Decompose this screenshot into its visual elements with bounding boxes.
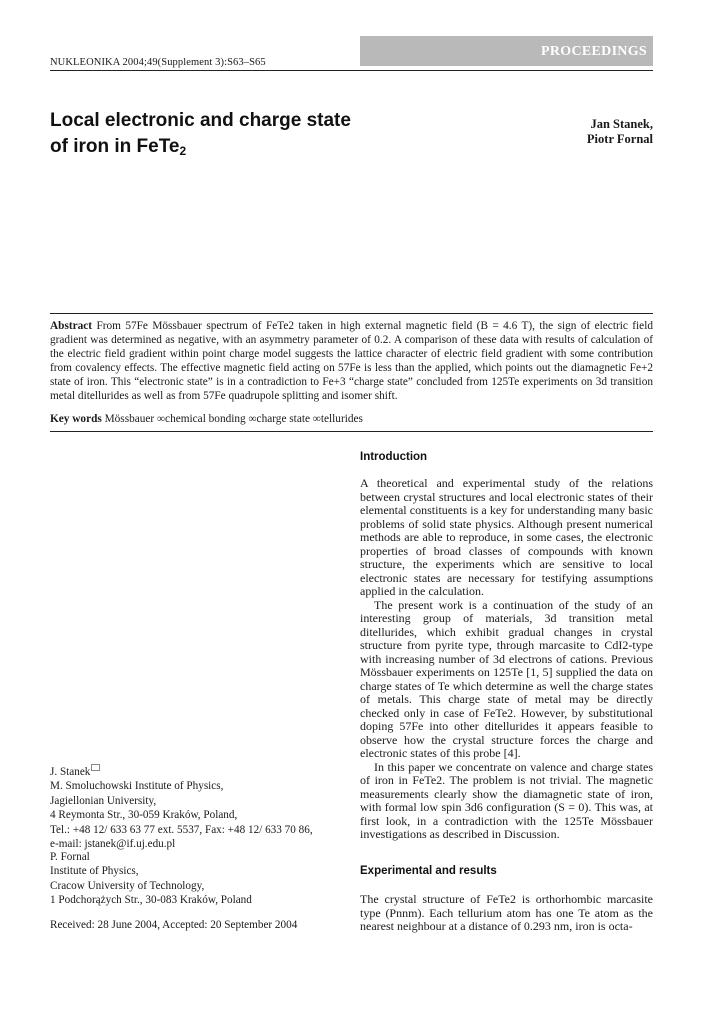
- abstract: [50, 319, 653, 404]
- author-list: [587, 117, 653, 147]
- author-2: Piotr Fornal: [586, 132, 653, 146]
- experimental-body: [360, 893, 653, 934]
- experimental-heading: Experimental and results: [360, 865, 497, 877]
- abstract-text: From 57Fe Mössbauer spectrum of FeTe2 taken in high external magnetic field (B = 4.6 T), the sign of electric field gradient was determined as negative, with an asymmetry parameter of 0.2. A comparison of these data with results of calculation of the electric field gradient within point charge model suggests the lattice character of electric field gradient with some contribution from covalency effects. The effective magnetic field acting on 57Fe is less than the applied, which points out the diamagnetic Fe+2 state of iron. This “electronic state” is in a contradiction to Fe+3 “charge state” concluded from 125Te experiments on 3d transition metal ditellurides as well as from 57Fe quadrupole splitting and isomer shift.: [50, 320, 653, 403]
- experimental-paragraph-1: The crystal structure of FeTe2 is orthorhombic marcasite type (Pnnm). Each tellurium atom has one Te atom as the nearest neighbour at a distance of 0.293 nm, iron is octa-: [360, 892, 653, 933]
- affiliation-1-email[interactable]: e-mail: jstanek@if.uj.edu.pl: [50, 838, 176, 851]
- affiliation-author-1: [50, 764, 313, 851]
- affiliation-1-name: J. Stanek: [50, 766, 91, 778]
- introduction-heading: Introduction: [360, 451, 428, 463]
- affiliation-2-address: 1 Podchorążych Str., 30-083 Kraków, Poland: [50, 894, 252, 907]
- affiliation-2-university: Cracow University of Technology,: [50, 879, 205, 892]
- introduction-paragraph-1: A theoretical and experimental study of the relations between crystal structures and local electronic states of their elemental constituents is a key for understanding many basic problems of solid state physics. Although present numerical methods are able to reproduce, in some cases, the electronic properties of broad classes of compounds with known structure, the experiments which are sensitive to local electronic states are necessary for testifying assumptions applied in the calculation.: [360, 476, 653, 598]
- keywords: [50, 413, 653, 425]
- section-badge-label: PROCEEDINGS: [541, 44, 647, 59]
- abstract-label: Abstract: [50, 320, 93, 332]
- author-1: Jan Stanek,: [590, 117, 653, 131]
- title-line-1: Local electronic and charge state: [50, 110, 351, 131]
- introduction-paragraph-2: The present work is a continuation of the study of an interesting group of materials, 3d transition metal ditellurides, which exhibit gradual changes in crystal structure from pyrite type, through marcasite to CdI2-type with increasing number of 3d electrons of cations. Previous Mössbauer experiments on 125Te [1, 5] supplied the data on charge states of Te which determine as well the charge states of metals. This charge state of metal may be directly checked only in case of FeTe2. However, by substitutional doping 57Fe into other ditellurides it appears feasible to observe how the crystal structure forces the charge and electronic states of this probe [4].: [360, 597, 653, 760]
- affiliation-2-institute: Institute of Physics,: [50, 865, 139, 878]
- keywords-list: Mössbauer ∞chemical bonding ∞charge state ∞tellurides: [104, 413, 363, 425]
- introduction-body: [360, 477, 653, 842]
- journal-citation: NUKLEONIKA 2004;49(Supplement 3):S63–S65: [50, 57, 266, 68]
- section-badge: [360, 36, 653, 66]
- title-line-2: of iron in FeTe$_2$: [50, 136, 187, 158]
- affiliation-1-phone: Tel.: +48 12/ 633 63 77 ext. 5537, Fax: +48 12/ 633 70 86,: [50, 823, 313, 836]
- paper-title: [50, 108, 370, 160]
- abstract-top-rule: [50, 313, 653, 314]
- affiliation-1-university: Jagiellonian University,: [50, 794, 157, 807]
- envelope-icon: [91, 764, 100, 771]
- affiliation-author-2: [50, 850, 252, 908]
- received-dates: Received: 28 June 2004, Accepted: 20 September 2004: [50, 919, 298, 931]
- header-rule: [50, 70, 653, 71]
- affiliation-1-address: 4 Reymonta Str., 30-059 Kraków, Poland,: [50, 809, 238, 822]
- keywords-label: Key words: [50, 413, 102, 425]
- affiliation-1-institute: M. Smoluchowski Institute of Physics,: [50, 780, 224, 793]
- affiliation-1-name-row: [50, 764, 313, 779]
- introduction-paragraph-3: In this paper we concentrate on valence and charge states of iron in FeTe2. The problem is not trivial. The magnetic measurements clearly show the diamagnetic state of iron, with formal low spin 3d6 configuration (S = 0). This was, at first look, in a contradiction with the 125Te Mössbauer investigations as described in Discussion.: [360, 759, 653, 841]
- keywords-bottom-rule: [50, 431, 653, 432]
- affiliation-2-name: P. Fornal: [50, 851, 90, 863]
